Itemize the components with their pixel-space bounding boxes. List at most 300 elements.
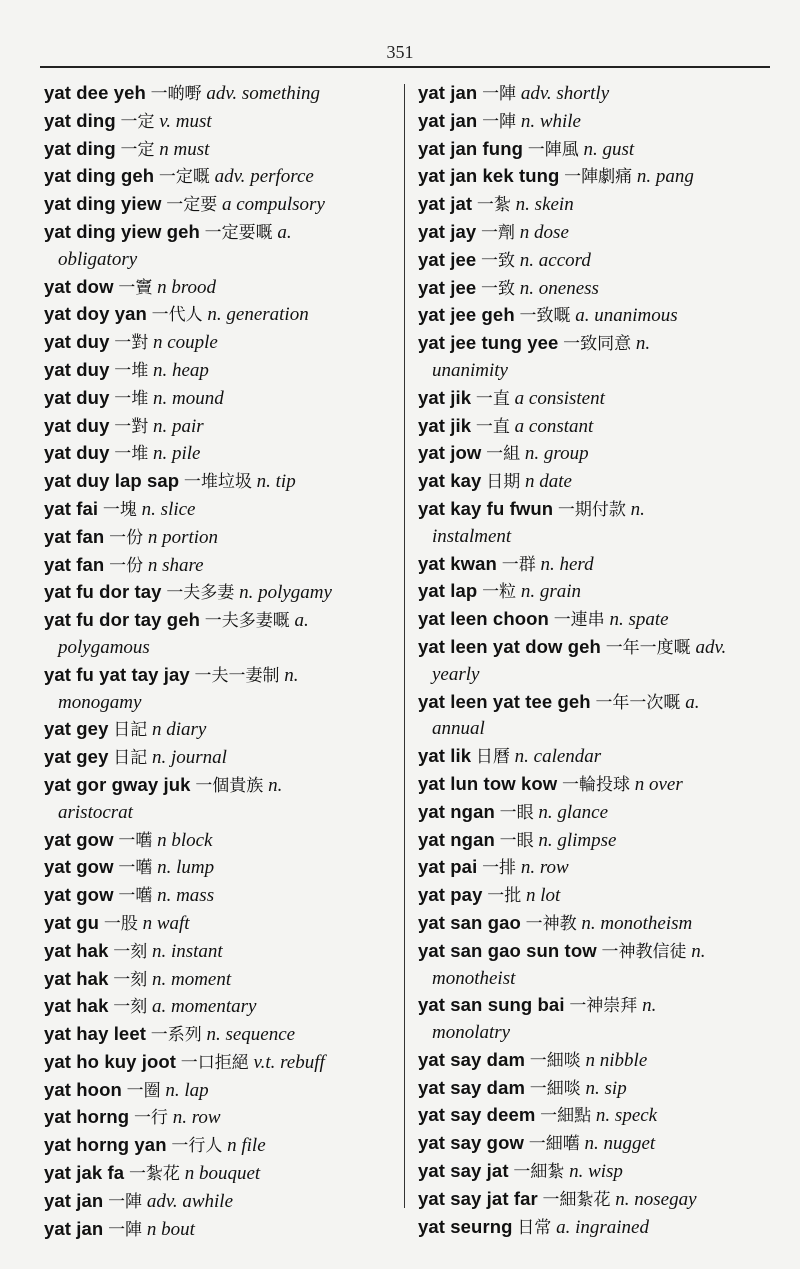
entry-chinese: 一啲嘢 <box>150 84 202 104</box>
entry-part-of-speech: n. <box>152 387 168 409</box>
right-column <box>418 80 770 1241</box>
entry-chinese: 一組 <box>486 444 521 465</box>
entry-chinese: 一致嘅 <box>519 306 571 327</box>
dictionary-entry <box>44 827 396 855</box>
entry-headword: yat gow <box>44 884 114 906</box>
dictionary-entry <box>44 440 396 468</box>
entry-gloss: bout <box>161 1218 195 1240</box>
entry-chinese: 一夫多妻 <box>166 583 235 604</box>
dictionary-entry <box>44 301 396 329</box>
entry-chinese: 一口拒絕 <box>180 1052 249 1073</box>
dictionary-entry <box>418 882 770 910</box>
entry-chinese: 一年一度嘅 <box>605 637 691 658</box>
entry-gloss: journal <box>170 747 227 769</box>
dictionary-entry <box>418 551 770 579</box>
entry-headword: yat say dam <box>418 1048 526 1070</box>
entry-gloss: share <box>162 554 204 576</box>
entry-part-of-speech: a. <box>575 305 590 327</box>
entry-gloss: pair <box>171 415 204 437</box>
entry-gloss: spate <box>628 609 669 631</box>
entry-part-of-speech: adv. <box>146 1190 178 1212</box>
entry-headword: yat jan <box>44 1189 104 1211</box>
entry-gloss: gust <box>602 138 635 160</box>
dictionary-entry <box>44 385 396 413</box>
dictionary-entry <box>418 247 770 275</box>
entry-gloss: mound <box>171 387 224 409</box>
entry-part-of-speech: n. <box>152 443 168 465</box>
entry-chinese: 一對 <box>114 333 149 354</box>
entry-part-of-speech: n. <box>151 747 167 769</box>
entry-chinese: 日常 <box>517 1217 552 1238</box>
entry-part-of-speech: n <box>151 719 162 741</box>
dictionary-entry <box>418 634 770 689</box>
entry-headword: yat gey <box>44 718 109 740</box>
entry-headword: yat jak fa <box>44 1162 125 1184</box>
entry-chinese: 一竇 <box>118 277 153 298</box>
entry-headword: yat ding <box>44 137 116 159</box>
entry-headword: yat jan <box>418 109 478 131</box>
entry-chinese: 一細嚿 <box>528 1134 580 1155</box>
entry-part-of-speech: n. <box>540 553 555 575</box>
entry-chinese: 一堆垃圾 <box>183 472 252 493</box>
entry-chinese: 一細點 <box>540 1106 592 1127</box>
entry-headword: yat jow <box>418 442 482 464</box>
entry-headword: yat hak <box>44 967 109 989</box>
entry-chinese: 一定嘅 <box>158 167 210 188</box>
dictionary-entry <box>418 302 770 330</box>
dictionary-entry <box>418 910 770 938</box>
entry-gloss: compulsory <box>236 194 325 216</box>
entry-gloss: heap <box>171 359 209 381</box>
entry-part-of-speech: n <box>147 554 158 576</box>
entry-part-of-speech: n <box>157 829 167 851</box>
entry-chinese: 日期 <box>486 472 521 493</box>
entry-part-of-speech: n <box>157 276 167 298</box>
entry-chinese: 一夫一妻制 <box>194 665 280 686</box>
entry-chinese: 一陣 <box>482 84 517 104</box>
entry-headword: yat gu <box>44 911 100 933</box>
entry-gloss: monolatry <box>432 1022 511 1044</box>
entry-gloss: lap <box>184 1079 209 1101</box>
entry-chinese: 一紮花 <box>128 1164 180 1185</box>
entry-gloss: waft <box>156 912 190 934</box>
entry-gloss: polygamy <box>258 582 332 604</box>
dictionary-entry <box>418 413 770 441</box>
dictionary-entry <box>418 606 770 634</box>
entry-gloss: oneness <box>538 277 599 299</box>
entry-part-of-speech: a. <box>556 1216 571 1238</box>
entry-headword: yat kwan <box>418 552 497 574</box>
entry-gloss: skein <box>534 194 574 216</box>
dictionary-entry <box>44 966 396 994</box>
entry-chinese: 一陣 <box>108 1191 143 1212</box>
entry-gloss: ingrained <box>575 1216 649 1238</box>
dictionary-entry <box>44 1132 396 1160</box>
entry-headword: yat say gow <box>418 1132 524 1154</box>
dictionary-entry <box>44 357 396 385</box>
dictionary-entry <box>44 163 396 191</box>
entry-headword: yat jee geh <box>418 304 515 326</box>
dictionary-entry <box>418 1102 770 1130</box>
entry-headword: yat jan <box>418 82 478 103</box>
entry-headword: yat hay leet <box>44 1023 146 1045</box>
dictionary-entry <box>418 938 770 993</box>
entry-part-of-speech: n. <box>636 166 652 188</box>
entry-headword: yat jee <box>418 248 477 270</box>
entry-part-of-speech: n. <box>514 746 529 768</box>
entry-headword: yat jee tung yee <box>418 332 559 354</box>
dictionary-entry <box>418 468 770 496</box>
entry-headword: yat say jat far <box>418 1187 538 1209</box>
entry-part-of-speech: n. <box>615 1188 630 1210</box>
dictionary-entry <box>418 992 770 1047</box>
dictionary-entry <box>418 496 770 551</box>
entry-chinese: 一致同意 <box>563 334 632 355</box>
dictionary-entry <box>44 274 396 302</box>
entry-headword: yat say deem <box>418 1104 536 1126</box>
dictionary-entry <box>44 882 396 910</box>
entry-part-of-speech: n. <box>519 277 535 299</box>
entry-gloss: mass <box>176 885 215 907</box>
entry-part-of-speech: v.t. <box>253 1051 276 1073</box>
entry-part-of-speech: n. <box>635 333 651 355</box>
entry-headword: yat dow <box>44 275 114 297</box>
entry-gloss: nibble <box>599 1049 648 1071</box>
entry-headword: yat doy yan <box>44 303 147 325</box>
entry-gloss: portion <box>162 526 219 548</box>
entry-chinese: 一劑 <box>481 222 516 243</box>
entry-gloss: glimpse <box>557 829 617 851</box>
entry-chinese: 一直 <box>475 416 510 437</box>
entry-chinese: 一堆 <box>114 360 149 381</box>
entry-part-of-speech: n. <box>157 857 172 879</box>
dictionary-entry <box>418 1047 770 1075</box>
entry-part-of-speech: n. <box>595 1105 611 1127</box>
entry-gloss: slice <box>160 498 196 520</box>
entry-gloss: pile <box>171 443 201 465</box>
entry-part-of-speech: n. <box>642 995 657 1017</box>
entry-headword: yat duy <box>44 442 110 464</box>
entry-part-of-speech: n. <box>691 940 706 962</box>
entry-gloss: pang <box>655 166 694 188</box>
dictionary-entry <box>44 1216 396 1244</box>
dictionary-entry <box>418 219 770 247</box>
entry-part-of-speech: n. <box>520 857 536 879</box>
entry-chinese: 一細啖 <box>529 1050 581 1071</box>
entry-part-of-speech: n <box>142 912 153 934</box>
entry-headword: yat fu dor tay <box>44 581 162 603</box>
entry-chinese: 一陣風 <box>527 139 579 160</box>
dictionary-entry <box>44 993 396 1021</box>
dictionary-entry <box>44 910 396 938</box>
entry-chinese: 一對 <box>114 416 149 437</box>
entry-gloss: accord <box>538 249 591 271</box>
entry-part-of-speech: n <box>152 332 163 354</box>
entry-gloss: monotheist <box>432 967 516 989</box>
entry-headword: yat horng <box>44 1106 130 1128</box>
entry-gloss: something <box>241 83 321 104</box>
entry-part-of-speech: a <box>514 415 525 437</box>
entry-part-of-speech: adv. <box>206 83 238 104</box>
left-column <box>44 80 396 1243</box>
dictionary-entry <box>418 743 770 771</box>
dictionary-entry <box>44 1049 396 1077</box>
entry-headword: yat san gao sun tow <box>418 939 597 961</box>
page-number: 351 <box>386 42 414 62</box>
dictionary-entry <box>418 1158 770 1186</box>
entry-chinese: 日曆 <box>475 747 510 768</box>
entry-gloss: file <box>241 1135 266 1157</box>
entry-chinese: 一眼 <box>499 830 534 851</box>
entry-part-of-speech: n. <box>151 968 167 990</box>
dictionary-entry <box>418 136 770 164</box>
entry-part-of-speech: n. <box>206 1024 221 1046</box>
entry-headword: yat gor gway juk <box>44 773 191 795</box>
entry-part-of-speech: a. <box>151 996 167 1018</box>
dictionary-entry <box>418 275 770 303</box>
entry-headword: yat say jat <box>418 1160 509 1182</box>
dictionary-entry <box>418 108 770 136</box>
dictionary-entry <box>44 772 396 827</box>
entry-gloss: aristocrat <box>58 801 133 823</box>
entry-chinese: 一定 <box>120 139 155 160</box>
dictionary-entry <box>418 854 770 882</box>
entry-chinese: 一定要嘅 <box>204 222 273 243</box>
dictionary-entry <box>44 136 396 164</box>
entry-chinese: 一堆 <box>114 444 149 465</box>
dictionary-entry <box>44 191 396 219</box>
entry-headword: yat duy lap sap <box>44 470 180 492</box>
entry-part-of-speech: n <box>159 138 169 160</box>
entry-part-of-speech: n. <box>609 609 624 631</box>
entry-headword: yat fan <box>44 525 105 547</box>
entry-part-of-speech: n. <box>207 304 222 326</box>
entry-chinese: 一塊 <box>102 499 137 520</box>
entry-headword: yat jan fung <box>418 137 524 159</box>
dictionary-entry <box>418 163 770 191</box>
entry-headword: yat jay <box>418 220 477 242</box>
entry-part-of-speech: a. <box>294 610 309 632</box>
dictionary-entry <box>44 854 396 882</box>
entry-headword: yat jee <box>418 276 477 298</box>
entry-headword: yat gow <box>44 828 114 850</box>
dictionary-entry <box>418 1214 770 1242</box>
entry-chinese: 一系列 <box>150 1025 202 1046</box>
entry-chinese: 一份 <box>109 555 144 576</box>
entry-headword: yat jat <box>418 193 473 215</box>
entry-chinese: 一神教信徒 <box>601 941 687 962</box>
entry-gloss: must <box>175 110 212 132</box>
entry-headword: yat kay <box>418 470 482 492</box>
entry-gloss: sequence <box>225 1024 296 1046</box>
entry-gloss: calendar <box>533 746 602 768</box>
entry-gloss: while <box>539 110 581 132</box>
entry-chinese: 一細紮 <box>513 1162 565 1183</box>
entry-chinese: 一陣 <box>108 1219 143 1240</box>
entry-headword: yat ding yiew geh <box>44 220 200 242</box>
dictionary-entry <box>44 1021 396 1049</box>
entry-part-of-speech: n. <box>524 443 540 465</box>
dictionary-entry <box>44 607 396 662</box>
entry-chinese: 一致 <box>481 278 516 299</box>
entry-gloss: must <box>173 138 210 160</box>
dictionary-entry <box>44 716 396 744</box>
entry-headword: yat fan <box>44 553 105 575</box>
entry-gloss: polygamous <box>58 636 150 658</box>
column-divider <box>404 84 405 1208</box>
entry-chinese: 一紮 <box>476 195 511 216</box>
entry-chinese: 一份 <box>109 527 144 548</box>
entry-gloss: diary <box>166 719 207 741</box>
dictionary-entry <box>418 330 770 385</box>
entry-gloss: row <box>191 1107 221 1129</box>
entry-part-of-speech: n. <box>630 498 645 520</box>
dictionary-entry <box>418 827 770 855</box>
entry-chinese: 一批 <box>487 886 522 907</box>
entry-headword: yat pai <box>418 856 478 878</box>
entry-headword: yat pay <box>418 884 483 906</box>
entry-part-of-speech: n. <box>256 471 271 493</box>
entry-part-of-speech: n <box>147 526 158 548</box>
entry-chinese: 一定 <box>120 111 155 132</box>
entry-part-of-speech: n. <box>585 1077 600 1099</box>
entry-chinese: 一嚿 <box>118 858 153 879</box>
dictionary-entry <box>44 938 396 966</box>
entry-part-of-speech: n. <box>519 249 535 271</box>
entry-headword: yat hak <box>44 995 109 1017</box>
entry-headword: yat leen yat dow geh <box>418 635 601 657</box>
entry-chinese: 一致 <box>481 250 516 271</box>
entry-headword: yat jik <box>418 386 472 408</box>
entry-headword: yat fai <box>44 497 99 519</box>
entry-part-of-speech: n. <box>520 581 536 603</box>
entry-chinese: 一期付款 <box>557 499 626 520</box>
entry-headword: yat dee yeh <box>44 82 146 103</box>
entry-part-of-speech: n. <box>569 1161 584 1183</box>
entry-gloss: speck <box>614 1105 658 1127</box>
entry-gloss: rebuff <box>280 1051 325 1073</box>
entry-gloss: over <box>648 773 683 795</box>
entry-gloss: date <box>539 471 572 493</box>
dictionary-entry <box>44 524 396 552</box>
entry-gloss: row <box>539 857 569 879</box>
entry-gloss: generation <box>226 304 309 326</box>
entry-gloss: sip <box>604 1077 627 1099</box>
dictionary-entry <box>418 799 770 827</box>
entry-gloss: nugget <box>603 1133 656 1155</box>
entry-chinese: 一行人 <box>171 1136 223 1157</box>
entry-chinese: 一群 <box>501 554 536 575</box>
dictionary-entry <box>418 578 770 606</box>
entry-gloss: awhile <box>182 1190 234 1212</box>
entry-gloss: yearly <box>432 663 480 685</box>
entry-gloss: consistent <box>528 387 605 409</box>
entry-chinese: 一嚿 <box>118 830 153 851</box>
entry-gloss: lot <box>540 885 561 907</box>
entry-gloss: instant <box>170 940 223 962</box>
entry-chinese: 日記 <box>113 720 148 741</box>
entry-part-of-speech: n <box>524 471 535 493</box>
entry-gloss: group <box>543 443 589 465</box>
dictionary-entry <box>44 662 396 717</box>
entry-headword: yat san gao <box>418 911 521 933</box>
entry-chinese: 一定要 <box>166 195 218 216</box>
header-rule <box>40 66 770 68</box>
entry-chinese: 一代人 <box>151 305 203 326</box>
entry-chinese: 一圈 <box>126 1080 161 1101</box>
entry-chinese: 一堆 <box>114 388 149 409</box>
entry-headword: yat ho kuy joot <box>44 1050 177 1072</box>
entry-headword: yat duy <box>44 386 110 408</box>
dictionary-entry <box>44 108 396 136</box>
dictionary-entry <box>44 80 396 108</box>
dictionary-entry <box>418 385 770 413</box>
entry-part-of-speech: n. <box>268 774 283 796</box>
entry-gloss: nosegay <box>634 1188 697 1210</box>
dictionary-entry <box>44 329 396 357</box>
entry-part-of-speech: n <box>146 1218 157 1240</box>
dictionary-entry <box>44 552 396 580</box>
entry-headword: yat fu dor tay geh <box>44 609 200 631</box>
entry-part-of-speech: a. <box>277 221 292 243</box>
dictionary-entry <box>44 1160 396 1188</box>
entry-part-of-speech: n. <box>151 940 167 962</box>
entry-part-of-speech: n. <box>581 912 596 934</box>
entry-chinese: 一嚿 <box>118 886 153 907</box>
entry-part-of-speech: adv. <box>520 83 552 104</box>
entry-headword: yat jan kek tung <box>418 165 560 187</box>
entry-headword: yat jan <box>44 1217 104 1239</box>
entry-chinese: 一行 <box>133 1108 168 1129</box>
entry-part-of-speech: n <box>525 885 536 907</box>
entry-headword: yat duy <box>44 358 110 380</box>
entry-gloss: glance <box>557 801 609 823</box>
entry-headword: yat duy <box>44 331 110 353</box>
entry-headword: yat san sung bai <box>418 994 565 1016</box>
entry-chinese: 一直 <box>475 388 510 409</box>
entry-gloss: dose <box>534 221 569 243</box>
entry-part-of-speech: a <box>221 194 232 216</box>
entry-gloss: tip <box>275 471 296 493</box>
entry-chinese: 一刻 <box>113 941 148 962</box>
entry-part-of-speech: n <box>634 773 645 795</box>
entry-part-of-speech: n. <box>515 194 530 216</box>
entry-chinese: 一排 <box>482 858 517 879</box>
entry-gloss: grain <box>539 581 581 603</box>
entry-gloss: bouquet <box>198 1163 261 1185</box>
entry-headword: yat leen yat tee geh <box>418 690 591 712</box>
dictionary-entry <box>418 771 770 799</box>
entry-part-of-speech: n. <box>141 498 156 520</box>
entry-headword: yat jik <box>418 414 472 436</box>
entry-headword: yat lik <box>418 745 472 767</box>
entry-part-of-speech: n. <box>157 885 172 907</box>
entry-headword: yat lap <box>418 580 478 602</box>
entry-headword: yat horng yan <box>44 1134 167 1156</box>
dictionary-entry <box>44 1077 396 1105</box>
entry-gloss: couple <box>167 332 218 354</box>
dictionary-entry <box>418 689 770 744</box>
dictionary-entry <box>418 1186 770 1214</box>
dictionary-entry <box>44 413 396 441</box>
entry-headword: yat ding <box>44 109 116 131</box>
entry-gloss: obligatory <box>58 248 138 270</box>
dictionary-entry <box>44 219 396 274</box>
entry-headword: yat gow <box>44 856 114 878</box>
entry-part-of-speech: n. <box>152 359 168 381</box>
entry-headword: yat ngan <box>418 800 495 822</box>
entry-part-of-speech: n. <box>520 110 536 132</box>
